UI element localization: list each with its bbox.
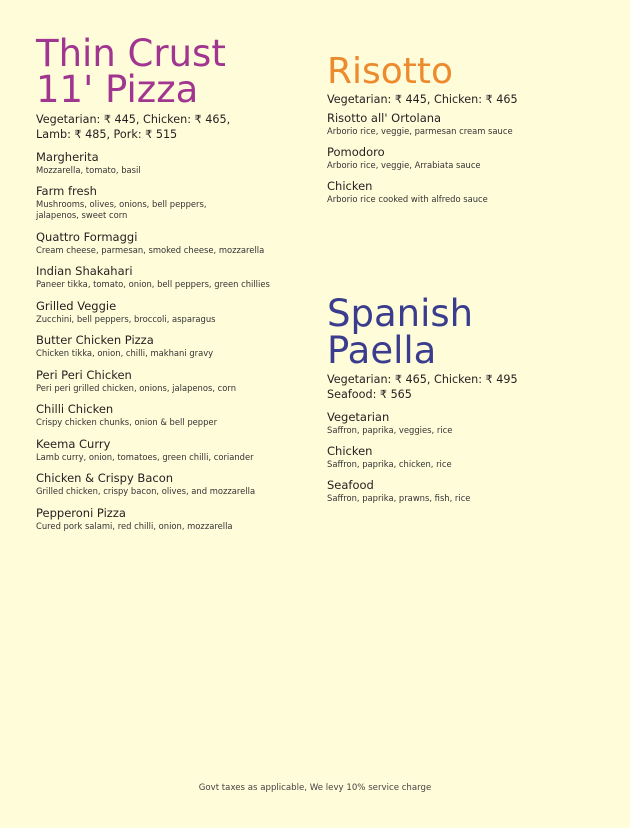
risotto-prices: Vegetarian: ₹ 445, Chicken: ₹ 465 xyxy=(327,93,518,107)
menu-item xyxy=(36,437,306,463)
risotto-title: Risotto xyxy=(327,51,454,92)
paella-item-list xyxy=(327,410,617,504)
item-description: Arborio rice, veggie, Arrabiata sauce xyxy=(327,160,481,171)
item-name: Keema Curry xyxy=(36,436,111,451)
paella-section xyxy=(327,292,617,504)
item-name: Chicken xyxy=(327,443,373,458)
item-name: Chicken & Crispy Bacon xyxy=(36,471,174,485)
paella-price-line1: Vegetarian: ₹ 465, Chicken: ₹ 495 xyxy=(327,372,518,386)
item-description: Arborio rice cooked with alfredo sauce xyxy=(327,194,488,205)
menu-item xyxy=(327,478,617,504)
item-name: Chicken xyxy=(327,179,373,194)
item-name: Quattro Formaggi xyxy=(36,229,138,244)
item-description: Paneer tikka, tomato, onion, bell peppers, green chillies xyxy=(36,279,270,289)
pizza-prices xyxy=(36,112,306,142)
item-name: Pomodoro xyxy=(327,145,385,160)
menu-item xyxy=(36,184,306,221)
menu-item xyxy=(327,145,617,171)
menu-item xyxy=(36,333,306,359)
item-description: Mozzarella, tomato, basil xyxy=(36,164,141,175)
paella-title-line2: Paella xyxy=(327,328,437,372)
menu-item xyxy=(327,111,617,137)
pizza-title-line2: 11' Pizza xyxy=(36,68,199,112)
menu-item xyxy=(36,299,306,325)
menu-item xyxy=(36,230,306,256)
pizza-price-line2: Lamb: ₹ 485, Pork: ₹ 515 xyxy=(36,127,178,141)
item-name: Butter Chicken Pizza xyxy=(36,333,154,347)
menu-item xyxy=(36,368,306,394)
menu-item xyxy=(36,471,306,497)
item-description: Mushrooms, olives, onions, bell peppers, xyxy=(36,199,207,209)
pizza-title-line1: Thin Crust xyxy=(36,32,226,75)
pizza-item-list xyxy=(36,150,306,532)
right-column xyxy=(327,0,617,512)
item-description: Saffron, paprika, veggies, rice xyxy=(327,424,453,435)
item-name: Grilled Veggie xyxy=(36,298,117,313)
menu-item xyxy=(36,402,306,428)
item-description: Saffron, paprika, prawns, fish, rice xyxy=(327,492,471,503)
footer-note: Govt taxes as applicable, We levy 10% service charge xyxy=(198,783,432,793)
paella-title xyxy=(327,292,617,372)
item-description-cont: jalapenos, sweet corn xyxy=(36,210,128,220)
paella-prices xyxy=(327,372,617,402)
item-description: Arborio rice, veggie, parmesan cream sauce xyxy=(327,126,513,137)
item-name: Risotto all' Ortolana xyxy=(327,111,442,126)
menu-item xyxy=(36,264,306,290)
pizza-section xyxy=(36,0,306,540)
pizza-title xyxy=(36,32,306,112)
menu-item xyxy=(327,444,617,470)
item-name: Seafood xyxy=(327,477,374,492)
item-name: Vegetarian xyxy=(327,409,390,424)
paella-price-line2: Seafood: ₹ 565 xyxy=(327,387,412,401)
item-description: Cream cheese, parmesan, smoked cheese, mozzarella xyxy=(36,244,265,255)
item-description: Grilled chicken, crispy bacon, olives, and mozzarella xyxy=(36,486,256,496)
risotto-section xyxy=(327,51,617,205)
item-description: Chicken tikka, onion, chilli, makhani gravy xyxy=(36,348,214,358)
menu-item xyxy=(36,150,306,176)
item-description: Saffron, paprika, chicken, rice xyxy=(327,458,452,469)
item-name: Farm fresh xyxy=(36,184,97,198)
item-description: Lamb curry, onion, tomatoes, green chilli, coriander xyxy=(36,451,254,462)
paella-title-line1: Spanish xyxy=(327,292,474,336)
item-name: Pepperoni Pizza xyxy=(36,505,126,520)
menu-item xyxy=(327,179,617,205)
item-description: Crispy chicken chunks, onion & bell pepper xyxy=(36,417,218,427)
item-description: Peri peri grilled chicken, onions, jalapenos, corn xyxy=(36,382,237,393)
pizza-price-line1: Vegetarian: ₹ 445, Chicken: ₹ 465, xyxy=(36,112,231,126)
item-name: Chilli Chicken xyxy=(36,402,114,416)
item-name: Margherita xyxy=(36,149,99,164)
item-name: Indian Shakahari xyxy=(36,264,133,278)
menu-item xyxy=(327,410,617,436)
menu-item xyxy=(36,506,306,532)
risotto-item-list xyxy=(327,111,617,205)
item-description: Cured pork salami, red chilli, onion, mozzarella xyxy=(36,520,233,531)
item-name: Peri Peri Chicken xyxy=(36,367,132,382)
item-description: Zucchini, bell peppers, broccoli, asparagus xyxy=(36,313,216,324)
